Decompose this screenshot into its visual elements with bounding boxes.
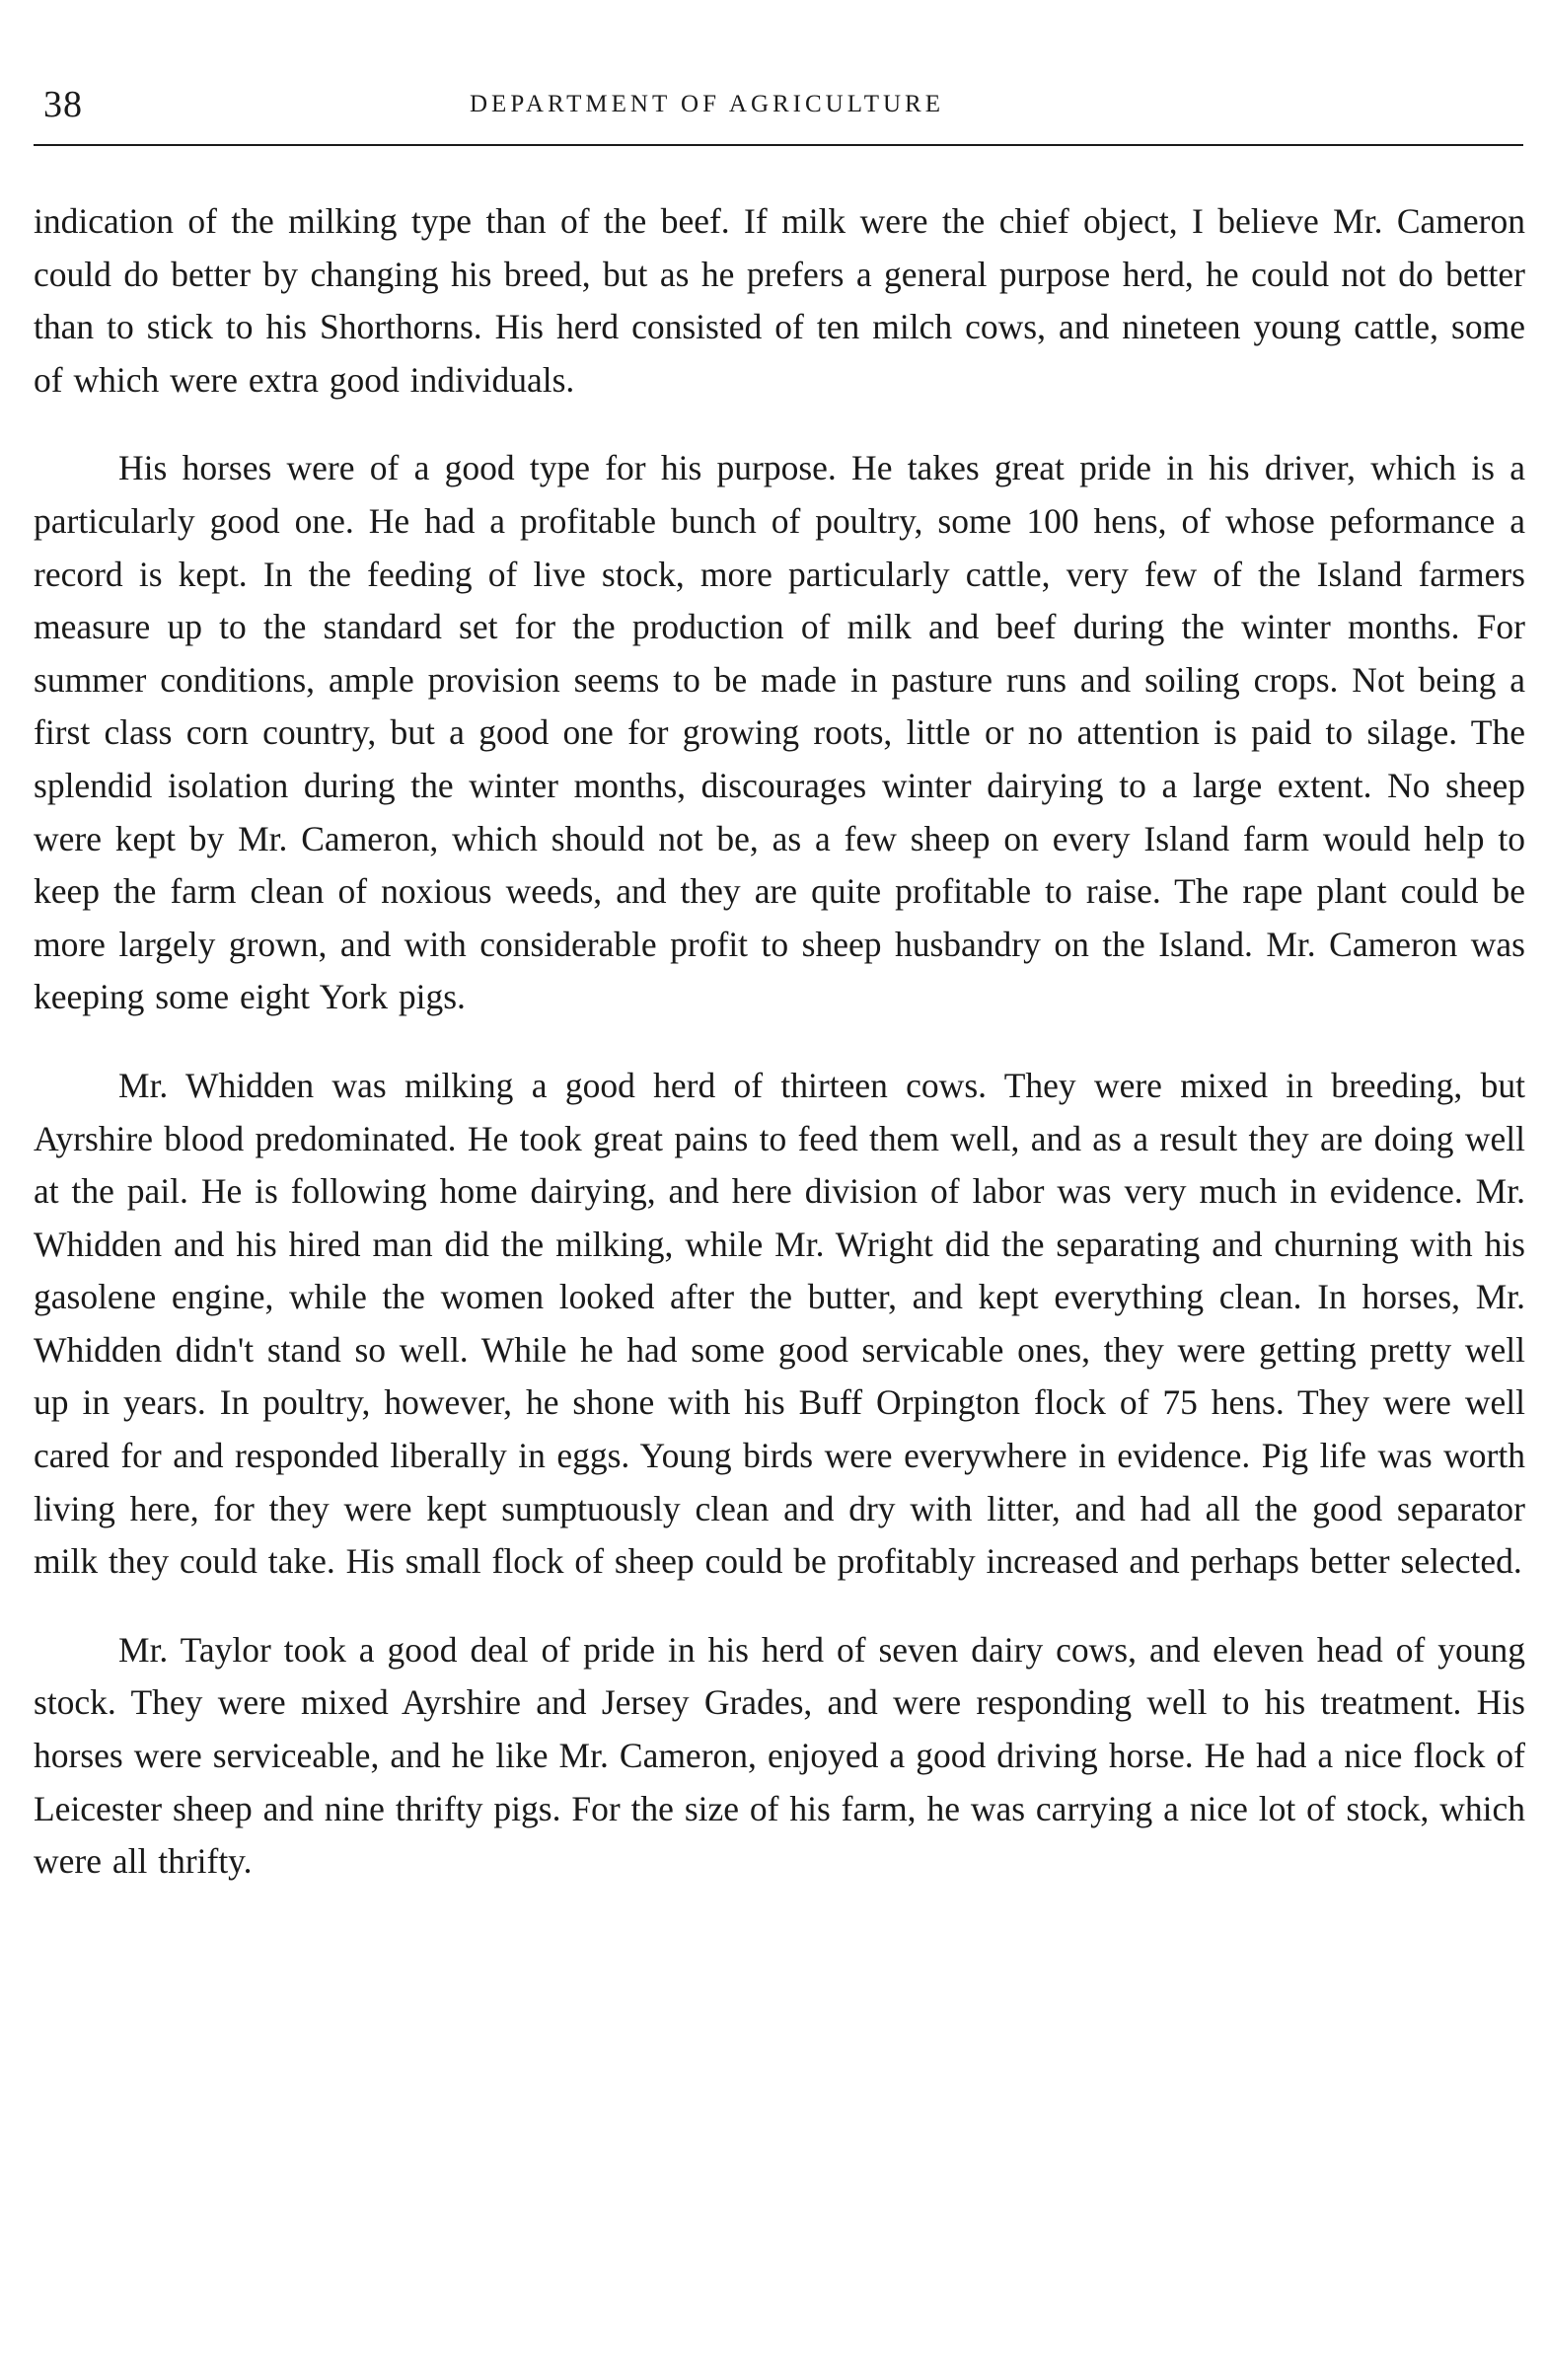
- paragraph-continued: indication of the milking type than of the beef. If milk were the chief object, I believe Mr. Cameron could do better by changing his breed, but as he prefers a general purpose herd, he could not do better than to stick to his Shorthorns. His herd consisted of ten milch cows, and nineteen young cattle, some of which were extra good individuals.: [34, 201, 1525, 400]
- page-number: 38: [43, 84, 83, 125]
- paragraph-cameron-livestock: His horses were of a good type for his purpose. He takes great pride in his driver, which is a particularly good one. He had a profitable bunch of poultry, some 100 hens, of whose peformance a record is kept. In the feeding of live stock, more particularly cattle, very few of the Island farmers measure up to the standard set for the production of milk and beef during the winter months. For summer conditions, ample provision seems to be made in pasture runs and soiling crops. Not being a first class corn country, but a good one for growing roots, little or no attention is paid to silage. The splendid isolation during the winter months, discourages winter dairying to a large extent. No sheep were kept by Mr. Cameron, which should not be, as a few sheep on every Island farm would help to keep the farm clean of noxious weeds, and they are quite profitable to raise. The rape plant could be more largely grown, and with considerable profit to sheep husbandry on the Island. Mr. Cameron was keeping some eight York pigs.: [34, 448, 1525, 1017]
- paragraph-gap: [34, 1589, 1525, 1624]
- paragraph-gap: [34, 407, 1525, 442]
- paragraph-whidden-farm: Mr. Whidden was milking a good herd of thirteen cows. They were mixed in breeding, but Ayrshire blood predominated. He took great pains to feed them well, and as a result they are doing well at the pail. He is following home dairying, and here division of labor was very much in evidence. Mr. Whidden and his hired man did the milking, while Mr. Wright did the separating and churning with his gasolene engine, while the women looked after the butter, and kept everything clean. In horses, Mr. Whidden didn't stand so well. While he had some good servicable ones, they were getting pretty well up in years. In poultry, however, he shone with his Buff Orpington flock of 75 hens. They were well cared for and responded liberally in eggs. Young birds were everywhere in evidence. Pig life was worth living here, for they were kept sumptuously clean and dry with litter, and had all the good separator milk they could take. His small flock of sheep could be profitably increased and perhaps better selected.: [34, 1065, 1525, 1582]
- text-body: [34, 195, 1525, 1889]
- document-page: [34, 0, 1523, 2380]
- paragraph-taylor-farm: Mr. Taylor took a good deal of pride in his herd of seven dairy cows, and eleven head of young stock. They were mixed Ayrshire and Jersey Grades, and were responding well to his treatment. His horses were serviceable, and he like Mr. Cameron, enjoyed a good driving horse. He had a nice flock of Leicester sheep and nine thrifty pigs. For the size of his farm, he was carrying a nice lot of stock, which were all thrifty.: [34, 1629, 1525, 1882]
- paragraph-gap: [34, 1024, 1525, 1060]
- header-rule: [34, 144, 1523, 146]
- running-head: [34, 83, 1523, 138]
- running-title: DEPARTMENT OF AGRICULTURE: [470, 91, 944, 117]
